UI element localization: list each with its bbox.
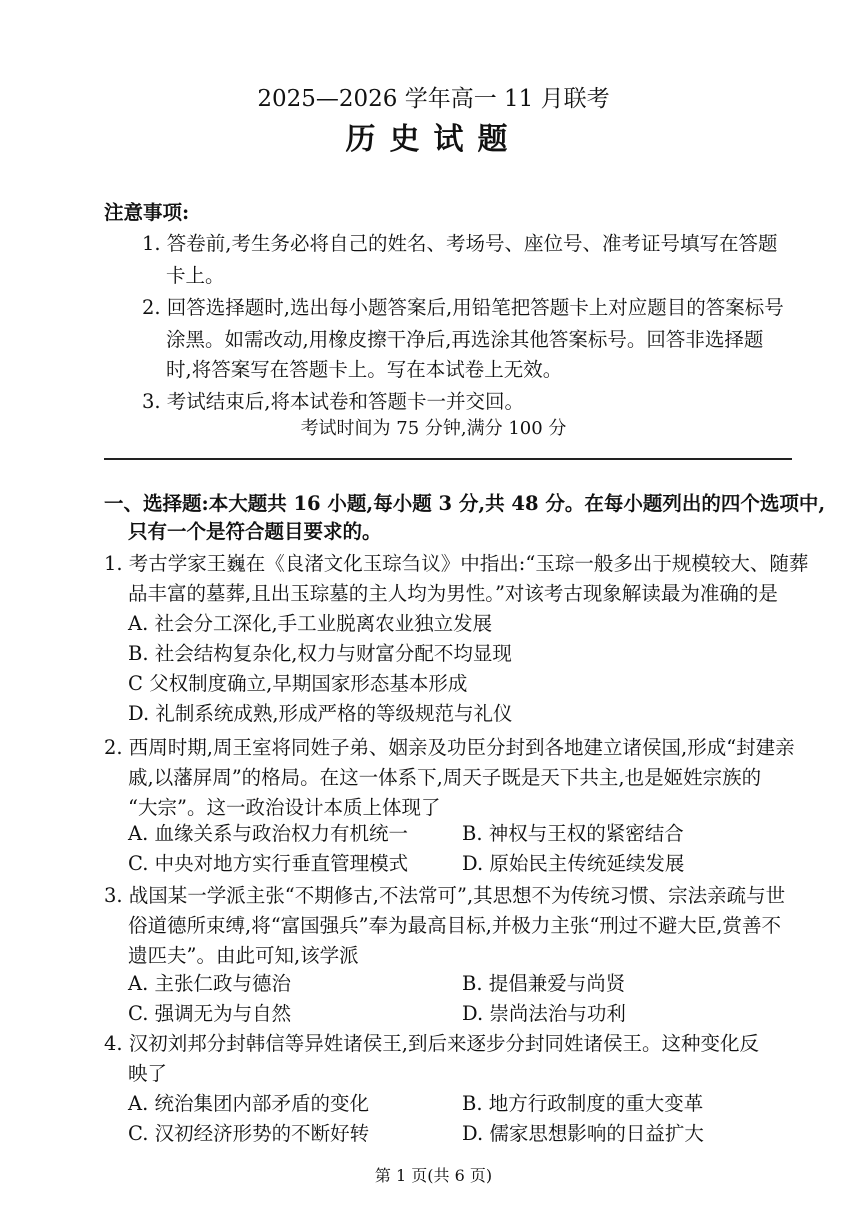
question-2-option-d: D. 原始民主传统延续发展	[462, 852, 685, 875]
question-1-option-a: A. 社会分工深化,手工业脱离农业独立发展	[128, 612, 493, 635]
exam-time-info: 考试时间为 75 分钟,满分 100 分	[300, 418, 567, 439]
question-3-option-b: B. 提倡兼爱与尚贤	[462, 972, 626, 995]
question-4-option-a: A. 统治集团内部矛盾的变化	[128, 1092, 369, 1115]
note-item-2-line-1: 2. 回答选择题时,选出每小题答案后,用铅笔把答题卡上对应题目的答案标号	[142, 296, 784, 319]
question-2-stem-line-3: “大宗”。这一政治设计本质上体现了	[128, 796, 441, 819]
question-2-option-a: A. 血缘关系与政治权力有机统一	[128, 822, 408, 845]
note-item-2-line-2: 涂黑。如需改动,用橡皮擦干净后,再选涂其他答案标号。回答非选择题	[166, 328, 764, 351]
subject-title: 历史试题	[345, 122, 522, 157]
question-1-stem-line-1: 1. 考古学家王巍在《良渚文化玉琮刍议》中指出:“玉琮一般多出于规模较大、随葬	[104, 552, 809, 575]
note-item-3-line-1: 3. 考试结束后,将本试卷和答题卡一并交回。	[142, 390, 525, 413]
question-1-option-b: B. 社会结构复杂化,权力与财富分配不均显现	[128, 642, 512, 665]
note-item-2-line-3: 时,将答案写在答题卡上。写在本试卷上无效。	[166, 358, 563, 381]
question-4-stem-line-2: 映了	[128, 1062, 168, 1085]
question-2-option-b: B. 神权与王权的紧密结合	[462, 822, 684, 845]
question-2-option-c: C. 中央对地方实行垂直管理模式	[128, 852, 409, 875]
question-3-option-c: C. 强调无为与自然	[128, 1002, 292, 1025]
question-2-stem-line-1: 2. 西周时期,周王室将同姓子弟、姻亲及功臣分封到各地建立诸侯国,形成“封建亲	[104, 736, 795, 759]
note-item-1-line-2: 卡上。	[166, 264, 225, 287]
question-1-option-c: C 父权制度确立,早期国家形态基本形成	[128, 672, 468, 695]
question-4-option-c: C. 汉初经济形势的不断好转	[128, 1122, 370, 1145]
question-3-option-d: D. 崇尚法治与功利	[462, 1002, 626, 1025]
section-divider	[104, 458, 792, 460]
question-3-stem-line-1: 3. 战国某一学派主张“不期修古,不法常可”,其思想不为传统习惯、宗法亲疏与世	[104, 884, 786, 907]
section-1-heading-line-2: 只有一个是符合题目要求的。	[128, 520, 382, 543]
question-1-option-d: D. 礼制系统成熟,形成严格的等级规范与礼仪	[128, 702, 513, 725]
question-3-option-a: A. 主张仁政与德治	[128, 972, 291, 995]
exam-title: 2025—2026 学年高一 11 月联考	[257, 86, 610, 112]
question-4-stem-line-1: 4. 汉初刘邦分封韩信等异姓诸侯王,到后来逐步分封同姓诸侯王。这种变化反	[104, 1032, 760, 1055]
question-1-stem-line-2: 品丰富的墓葬,且出玉琮墓的主人均为男性。”对该考古现象解读最为准确的是	[128, 582, 778, 605]
page-number: 第 1 页(共 6 页)	[374, 1166, 493, 1185]
question-2-stem-line-2: 戚,以藩屏周”的格局。在这一体系下,周天子既是天下共主,也是姬姓宗族的	[128, 766, 762, 789]
notes-heading: 注意事项:	[104, 201, 190, 224]
question-4-option-b: B. 地方行政制度的重大变革	[462, 1092, 704, 1115]
note-item-1-line-1: 1. 答卷前,考生务必将自己的姓名、考场号、座位号、准考证号填写在答题	[142, 232, 778, 255]
question-3-stem-line-2: 俗道德所束缚,将“富国强兵”奉为最高目标,并极力主张“刑过不避大臣,赏善不	[128, 914, 782, 937]
question-4-option-d: D. 儒家思想影响的日益扩大	[462, 1122, 704, 1145]
question-3-stem-line-3: 遗匹夫”。由此可知,该学派	[128, 944, 359, 967]
section-1-heading-line-1: 一、选择题:本大题共 16 小题,每小题 3 分,共 48 分。在每小题列出的四个选项中,	[104, 492, 826, 515]
